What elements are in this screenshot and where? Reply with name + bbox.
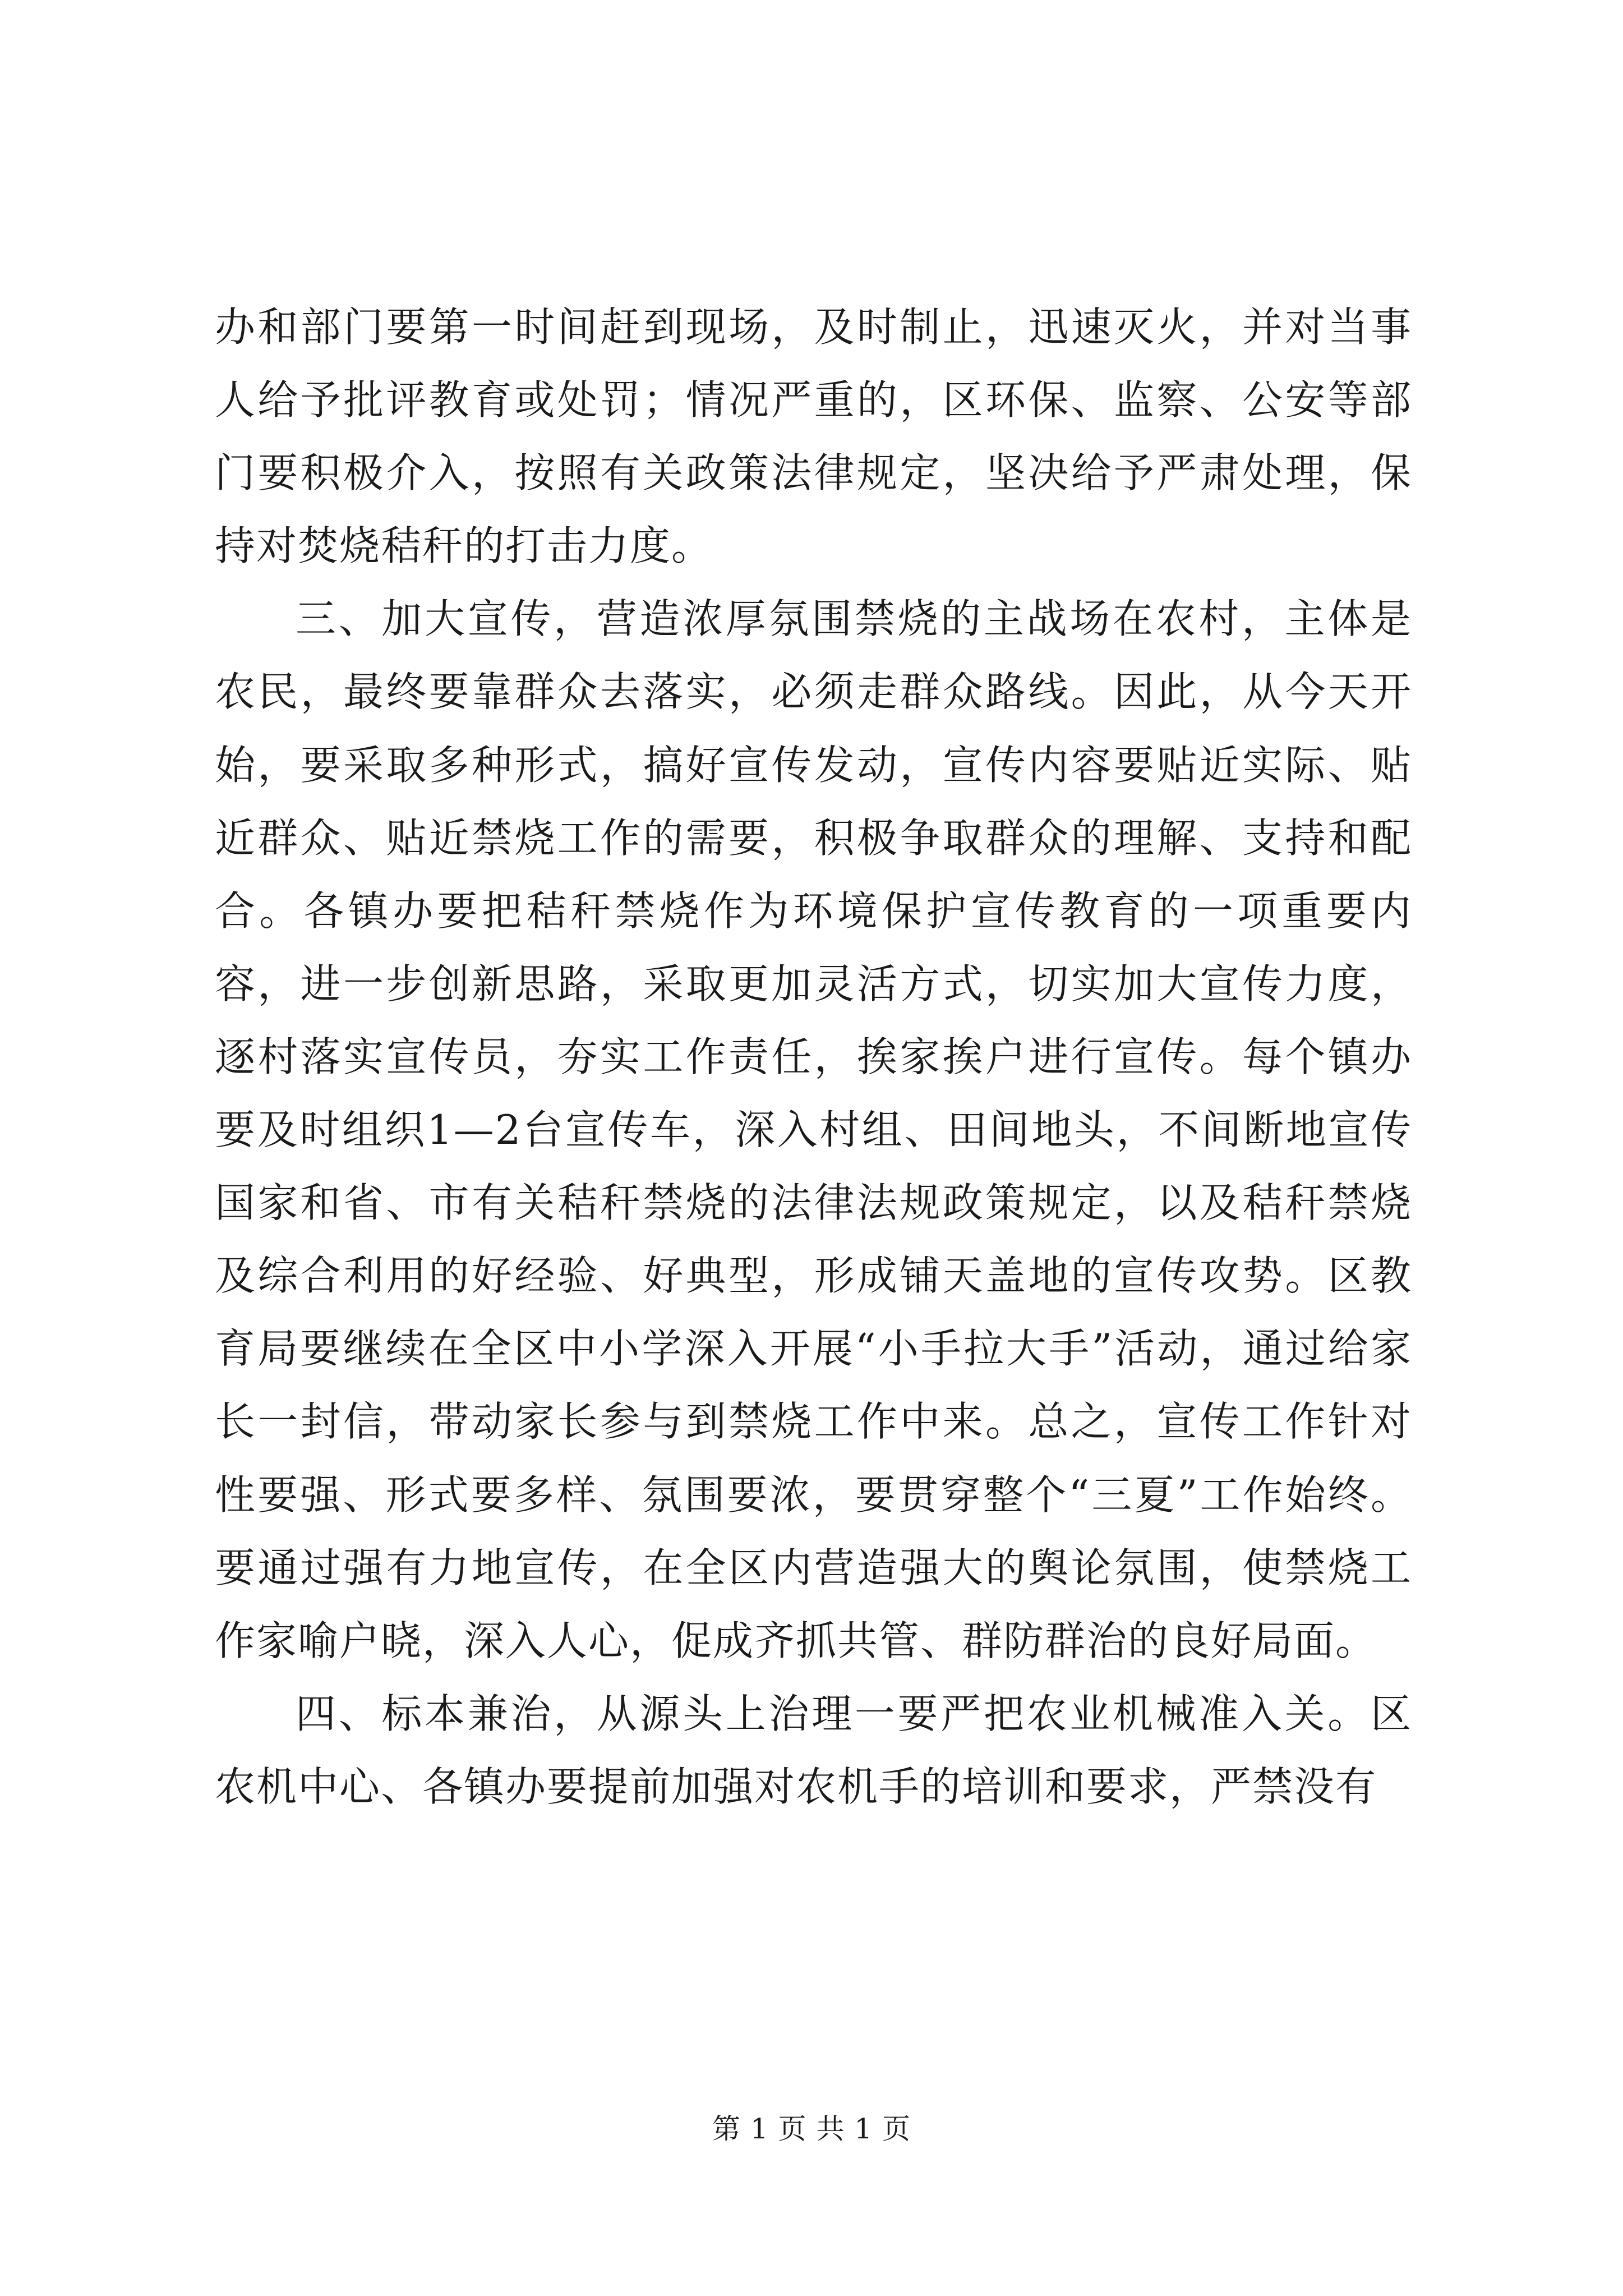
paragraph-continuation: 办和部门要第一时间赶到现场，及时制止，迅速灭火，并对当事人给予批评教育或处罚；情况严重的，区环保、监察、公安等部门要积极介入，按照有关政策法律规定，坚决给予严肃处理，保持对焚烧秸秆的打击力度。 [215,303,1412,570]
document-body [215,291,1412,1823]
paragraph-section-4: 四、标本兼治，从源头上治理一要严把农业机械准入关。区农机中心、各镇办要提前加强对农机手的培训和要求，严禁没有 [215,1690,1412,1810]
page-footer: 第 1 页 共 1 页 [712,2113,911,2145]
paragraph-section-3: 三、加大宣传，营造浓厚氛围禁烧的主战场在农村，主体是农民，最终要靠群众去落实，必须走群众路线。因此，从今天开始，要采取多种形式，搞好宣传发动，宣传内容要贴近实际、贴近群众、贴近禁烧工作的需要，积极争取群众的理解、支持和配合。各镇办要把秸秆禁烧作为环境保护宣传教育的一项重要内容，进一步创新思路，采取更加灵活方式，切实加大宣传力度，逐村落实宣传员，夯实工作责任，挨家挨户进行宣传。每个镇办要及时组织1—2台宣传车，深入村组、田间地头，不间断地宣传国家和省、市有关秸秆禁烧的法律法规政策规定，以及秸秆禁烧及综合利用的好经验、好典型，形成铺天盖地的宣传攻势。区教育局要继续在全区中小学深入开展“小手拉大手”活动，通过给家长一封信，带动家长参与到禁烧工作中来。总之，宣传工作针对性要强、形式要多样、氛围要浓，要贯穿整个“三夏”工作始终。要通过强有力地宣传，在全区内营造强大的舆论氛围，使禁烧工作家喻户晓，深入人心，促成齐抓共管、群防群治的良好局面。 [215,595,1412,1664]
